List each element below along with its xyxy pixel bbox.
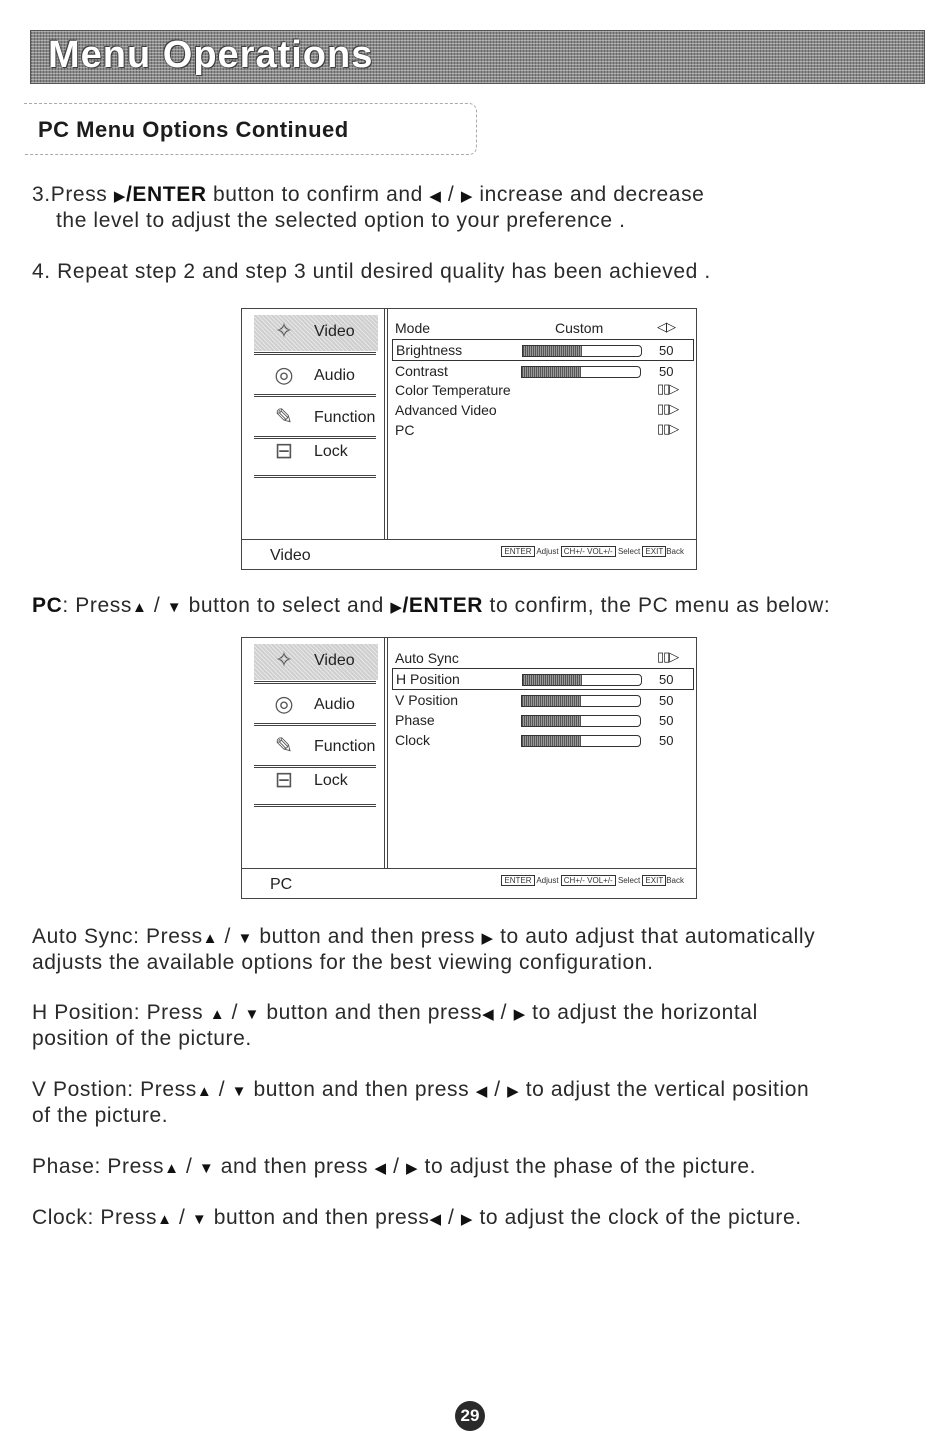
desc-text: Phase: Press [32, 1155, 165, 1178]
sidebar-item-label: Function [314, 409, 376, 426]
enter-key: ENTER [501, 546, 534, 557]
menu-row-mode[interactable] [395, 318, 690, 338]
desc-text: button and then press [252, 925, 482, 948]
left-arrow-icon: ◀ [475, 1083, 488, 1100]
desc-text: to adjust the horizontal [525, 1001, 758, 1024]
menu-row-auto-sync[interactable] [395, 648, 690, 668]
help-select: Select [617, 547, 641, 556]
exit-key: EXIT [642, 546, 666, 557]
desc-auto-sync: Auto Sync: Press▲ / ▼ button and then press ▶ to auto adjust that automatically [32, 925, 816, 948]
sidebar-rule [254, 804, 376, 807]
lock-icon: ⊟ [274, 438, 294, 463]
row-name: Brightness [396, 342, 463, 358]
desc-text: Auto Sync: Press [32, 925, 203, 948]
up-arrow-icon: ▲ [164, 1160, 180, 1177]
osd-menu-pc [241, 637, 697, 899]
left-arrow-icon: ◀ [429, 188, 442, 205]
sidebar-item-label: Function [314, 738, 376, 755]
function-icon: ✎ [274, 733, 294, 758]
enter-key-label: /ENTER [125, 183, 207, 206]
up-arrow-icon: ▲ [157, 1211, 173, 1228]
desc-clock: Clock: Press▲ / ▼ button and then press◀ / ▶ to adjust the clock of the picture. [32, 1206, 802, 1229]
row-name: Color Temperature [395, 382, 511, 398]
down-arrow-icon: ▼ [244, 1006, 260, 1023]
sidebar-item-label: Audio [314, 696, 355, 713]
help-adjust: Adjust [536, 547, 559, 556]
desc-h-position-line-2: position of the picture. [32, 1027, 252, 1050]
page-title: Menu Operations [48, 34, 374, 76]
sidebar-item-function[interactable] [254, 401, 378, 437]
desc-text: and then press [214, 1155, 375, 1178]
desc-text: to auto adjust that automatically [493, 925, 816, 948]
submenu-arrow-icon: ▯▯▷ [657, 381, 679, 396]
menu-row-brightness[interactable] [392, 339, 694, 361]
submenu-arrow-icon: ▯▯▷ [657, 421, 679, 436]
level-bar[interactable] [521, 715, 641, 727]
sidebar-item-label: Video [314, 652, 355, 669]
desc-text: button and then press [247, 1078, 476, 1101]
row-value: 50 [659, 672, 674, 687]
osd-menu-video [241, 308, 697, 570]
sidebar-rule [254, 475, 376, 478]
step3-text-a: 3.Press [32, 183, 108, 206]
down-arrow-icon: ▼ [166, 599, 183, 616]
up-arrow-icon: ▲ [196, 1083, 213, 1100]
row-name: V Position [395, 692, 459, 708]
osd-divider [384, 309, 388, 539]
audio-icon: ◎ [274, 691, 294, 716]
ch-label: CH+/- [563, 876, 585, 885]
pc-intro-e: to confirm, the PC menu as below: [483, 594, 831, 617]
desc-text: to adjust the phase of the picture. [418, 1155, 757, 1178]
desc-text: to adjust the vertical position [519, 1078, 810, 1101]
left-arrow-icon: ◀ [482, 1006, 495, 1023]
menu-row-clock[interactable] [395, 730, 690, 750]
row-name: H Position [396, 671, 460, 687]
level-bar[interactable] [522, 345, 642, 357]
menu-row-v-position[interactable] [395, 690, 690, 710]
ch-label: CH+/- [563, 547, 585, 556]
sidebar-item-label: Lock [314, 443, 348, 460]
video-icon: ✧ [274, 647, 294, 672]
pc-intro-a: : Press [62, 594, 132, 617]
row-name: Advanced Video [395, 402, 497, 418]
sidebar-item-label: Video [314, 323, 355, 340]
row-name: Contrast [395, 363, 448, 379]
section-title: PC Menu Options Continued [38, 117, 349, 142]
menu-row-advanced-video[interactable] [395, 400, 690, 420]
audio-icon: ◎ [274, 362, 294, 387]
right-arrow-icon: ▶ [481, 930, 494, 947]
osd-footer-help [501, 547, 684, 556]
row-name: Auto Sync [395, 650, 459, 666]
menu-row-color-temperature[interactable] [395, 380, 690, 400]
sidebar-item-lock[interactable] [254, 764, 378, 800]
row-value: 50 [659, 693, 674, 708]
left-arrow-icon: ◀ [374, 1160, 387, 1177]
row-value: 50 [659, 733, 674, 748]
sidebar-rule [254, 681, 376, 684]
osd-footer-rule [242, 868, 696, 869]
help-select: Select [617, 876, 641, 885]
sidebar-item-audio[interactable] [254, 688, 378, 724]
osd-divider [384, 638, 388, 868]
sidebar-rule [254, 723, 376, 726]
level-bar[interactable] [521, 366, 641, 378]
desc-v-position-line-2: of the picture. [32, 1104, 169, 1127]
row-value: 50 [659, 713, 674, 728]
osd-footer-title: PC [270, 876, 293, 893]
sidebar-item-video[interactable] [254, 644, 378, 680]
step-4: 4. Repeat step 2 and step 3 until desired quality has been achieved . [32, 260, 711, 283]
help-adjust: Adjust [536, 876, 559, 885]
level-bar[interactable] [521, 695, 641, 707]
menu-row-h-position[interactable] [392, 668, 694, 690]
help-back: Back [666, 547, 684, 556]
level-bar[interactable] [522, 674, 642, 686]
sidebar-item-label: Audio [314, 367, 355, 384]
submenu-arrow-icon: ▯▯▷ [657, 649, 679, 664]
pc-intro [32, 593, 830, 621]
down-arrow-icon: ▼ [237, 930, 253, 947]
row-name: Mode [395, 320, 431, 336]
vol-label: VOL+/- [587, 876, 613, 885]
desc-v-position: V Postion: Press▲ / ▼ button and then press ◀ / ▶ to adjust the vertical position [32, 1078, 810, 1101]
sidebar-item-label: Lock [314, 772, 348, 789]
right-arrow-icon: ▶ [513, 1006, 526, 1023]
sidebar-rule [254, 352, 376, 355]
desc-text: Clock: Press [32, 1206, 158, 1229]
desc-auto-sync-line-2: adjusts the available options for the best viewing configuration. [32, 951, 654, 974]
ch-vol-key [561, 546, 616, 557]
desc-phase: Phase: Press▲ / ▼ and then press ◀ / ▶ to adjust the phase of the picture. [32, 1155, 757, 1178]
row-value: Custom [555, 320, 604, 336]
osd-footer-title: Video [270, 547, 311, 564]
desc-text: button and then press [259, 1001, 483, 1024]
step3-text-d: increase and decrease [472, 183, 705, 206]
level-bar-fill [523, 675, 582, 685]
menu-row-contrast[interactable] [395, 361, 690, 381]
down-arrow-icon: ▼ [191, 1211, 208, 1228]
desc-text: V Postion: Press [32, 1078, 197, 1101]
up-arrow-icon: ▲ [209, 1006, 226, 1023]
right-arrow-icon: ▶ [405, 1160, 419, 1177]
level-bar-fill [523, 346, 582, 356]
desc-text: to adjust the clock of the picture. [473, 1206, 802, 1229]
right-arrow-icon: ▶ [460, 1211, 474, 1228]
level-bar-fill [522, 696, 581, 706]
sidebar-item-audio[interactable] [254, 359, 378, 395]
row-name: PC [395, 422, 415, 438]
step3-text-c: button to confirm and [206, 183, 430, 206]
row-name: Clock [395, 732, 431, 748]
exit-key: EXIT [642, 875, 666, 886]
ch-vol-key [561, 875, 616, 886]
left-arrow-icon: ◀ [429, 1211, 442, 1228]
up-arrow-icon: ▲ [202, 930, 219, 947]
row-name: Phase [395, 712, 435, 728]
menu-row-phase[interactable] [395, 710, 690, 730]
menu-row-pc[interactable] [395, 420, 690, 440]
right-arrow-icon: ▶ [390, 599, 403, 616]
sidebar-item-lock[interactable] [254, 435, 378, 471]
page-number: 29 [455, 1401, 485, 1431]
sidebar-rule [254, 394, 376, 397]
desc-text: button and then press [207, 1206, 430, 1229]
desc-text: H Position: Press [32, 1001, 210, 1024]
vol-label: VOL+/- [587, 547, 613, 556]
level-bar-fill [522, 736, 581, 746]
pc-intro-c: button to select and [182, 594, 391, 617]
enter-key: ENTER [501, 875, 534, 886]
video-icon: ✧ [274, 318, 294, 343]
level-bar[interactable] [521, 735, 641, 747]
down-arrow-icon: ▼ [231, 1083, 248, 1100]
row-value: 50 [659, 343, 674, 358]
up-arrow-icon: ▲ [131, 599, 148, 616]
osd-footer-rule [242, 539, 696, 540]
sidebar-item-function[interactable] [254, 730, 378, 766]
enter-key-label: /ENTER [402, 594, 484, 617]
right-arrow-icon: ▶ [113, 188, 126, 205]
step-3: 3.Press ▶/ENTER button to confirm and ◀ / ▶ increase and decrease [32, 183, 705, 206]
row-value: 50 [659, 364, 674, 379]
osd-footer-help [501, 876, 684, 885]
left-right-arrows-icon: ◁▷ [657, 319, 675, 334]
pc-lead: PC [32, 594, 63, 617]
level-bar-fill [522, 367, 581, 377]
sidebar-item-video[interactable] [254, 315, 378, 351]
right-arrow-icon: ▶ [460, 188, 473, 205]
submenu-arrow-icon: ▯▯▷ [657, 401, 679, 416]
level-bar-fill [522, 716, 581, 726]
pc-intro-b: / [147, 594, 167, 617]
down-arrow-icon: ▼ [198, 1160, 215, 1177]
right-arrow-icon: ▶ [507, 1083, 520, 1100]
help-back: Back [666, 876, 684, 885]
function-icon: ✎ [274, 404, 294, 429]
desc-h-position: H Position: Press ▲ / ▼ button and then press◀ / ▶ to adjust the horizontal [32, 1001, 758, 1024]
step-3-line-2: the level to adjust the selected option to your preference . [56, 209, 626, 232]
lock-icon: ⊟ [274, 767, 294, 792]
